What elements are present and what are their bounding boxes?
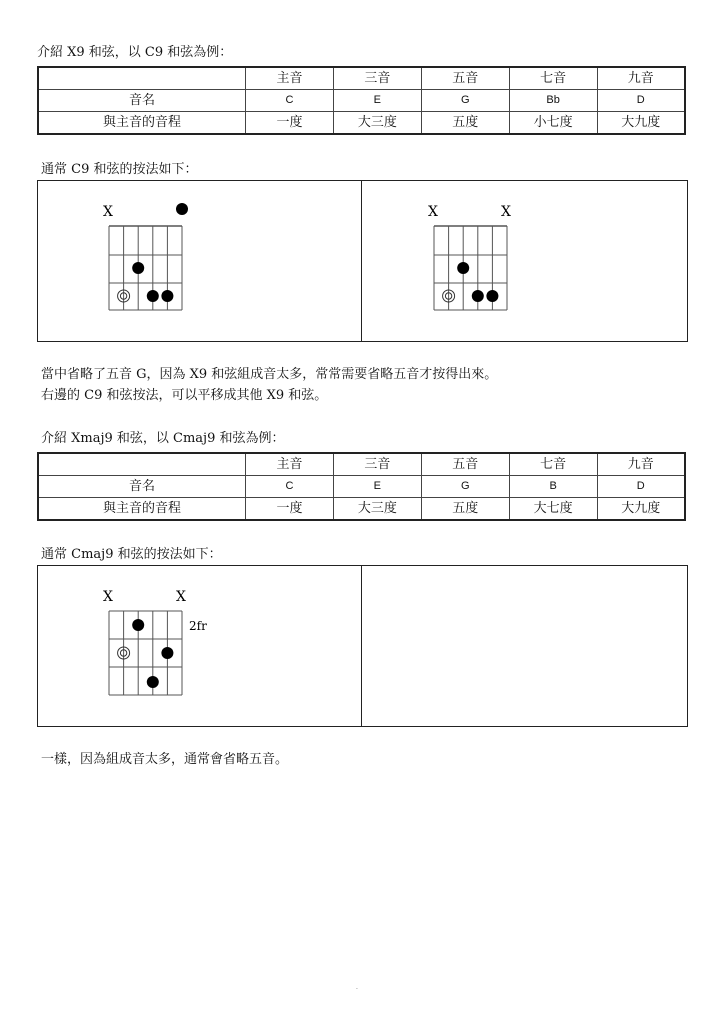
chord-diagram-c9-a: [100, 198, 200, 322]
note-name-cell: G: [421, 476, 509, 498]
table-row: [38, 112, 685, 135]
table-header-row: [38, 453, 685, 476]
row-label-note-name: 音名: [38, 90, 246, 112]
table-row: [38, 498, 685, 521]
note-name-cell: D: [597, 476, 685, 498]
section2-title: 介紹 Xmaj9 和弦，以 Cmaj9 和弦為例：: [41, 431, 285, 446]
note-line-2: 右邊的 C9 和弦按法，可以平移成其他 X9 和弦。: [41, 388, 328, 403]
header-ninth: 九音: [597, 67, 685, 90]
note-name-cell: B: [509, 476, 597, 498]
interval-cell: 大九度: [597, 498, 685, 521]
header-root: 主音: [246, 67, 334, 90]
note-name-cell: D: [597, 90, 685, 112]
muted-string-mark: X: [103, 204, 113, 220]
page-dot: .: [356, 984, 358, 991]
table-corner-cell: [38, 453, 246, 476]
interval-cell: 一度: [246, 498, 334, 521]
note-name-cell: G: [421, 90, 509, 112]
header-fifth: 五音: [421, 67, 509, 90]
interval-cell: 一度: [246, 112, 334, 135]
note-name-cell: C: [246, 476, 334, 498]
note-name-cell: E: [333, 90, 421, 112]
fret-position-label: 2fr: [189, 619, 207, 633]
chord-grid: [425, 198, 525, 318]
table-corner-cell: [38, 67, 246, 90]
note-name-cell: Bb: [509, 90, 597, 112]
muted-string-mark: X: [501, 204, 511, 220]
section1-title: 介紹 X9 和弦，以 C9 和弦為例：: [37, 45, 233, 60]
table-header-row: [38, 67, 685, 90]
note-name-cell: C: [246, 90, 334, 112]
table-row: [38, 476, 685, 498]
section2-footer-note: 一樣，因為組成音太多，通常會省略五音。: [41, 752, 289, 767]
interval-cell: 大三度: [333, 498, 421, 521]
chord-diagram-cmaj9: [100, 583, 230, 707]
header-third: 三音: [333, 453, 421, 476]
header-root: 主音: [246, 453, 334, 476]
header-third: 三音: [333, 67, 421, 90]
row-label-note-name: 音名: [38, 476, 246, 498]
chord-grid: [100, 198, 200, 318]
muted-string-mark: X: [176, 589, 186, 605]
interval-cell: 小七度: [509, 112, 597, 135]
header-ninth: 九音: [597, 453, 685, 476]
note-name-cell: E: [333, 476, 421, 498]
table-row: [38, 90, 685, 112]
finger-dot: [147, 290, 159, 302]
muted-string-mark: X: [428, 204, 438, 220]
interval-cell: 五度: [421, 498, 509, 521]
muted-string-mark: X: [103, 589, 113, 605]
finger-dot: [132, 262, 144, 274]
note-line-1: 當中省略了五音 G，因為 X9 和弦組成音太多，常常需要省略五音才按得出來。: [41, 367, 498, 382]
interval-cell: 大三度: [333, 112, 421, 135]
finger-dot: [161, 290, 173, 302]
c9-notes-table: [37, 66, 686, 135]
interval-cell: 大九度: [597, 112, 685, 135]
chord-diagram-c9-b: [425, 198, 525, 322]
header-fifth: 五音: [421, 453, 509, 476]
interval-cell: 五度: [421, 112, 509, 135]
finger-dot: [472, 290, 484, 302]
header-seventh: 七音: [509, 67, 597, 90]
finger-dot: [132, 619, 144, 631]
finger-dot: [161, 647, 173, 659]
section2-fingering-title: 通常 Cmaj9 和弦的按法如下：: [41, 547, 222, 562]
header-seventh: 七音: [509, 453, 597, 476]
interval-cell: 大七度: [509, 498, 597, 521]
finger-dot: [176, 203, 188, 215]
finger-dot: [486, 290, 498, 302]
cmaj9-notes-table: [37, 452, 686, 521]
chord-grid: [100, 583, 230, 703]
row-label-interval: 與主音的音程: [38, 112, 246, 135]
finger-dot: [147, 676, 159, 688]
chord-box-right-empty: [361, 565, 688, 727]
row-label-interval: 與主音的音程: [38, 498, 246, 521]
finger-dot: [457, 262, 469, 274]
section1-fingering-title: 通常 C9 和弦的按法如下：: [41, 162, 198, 177]
